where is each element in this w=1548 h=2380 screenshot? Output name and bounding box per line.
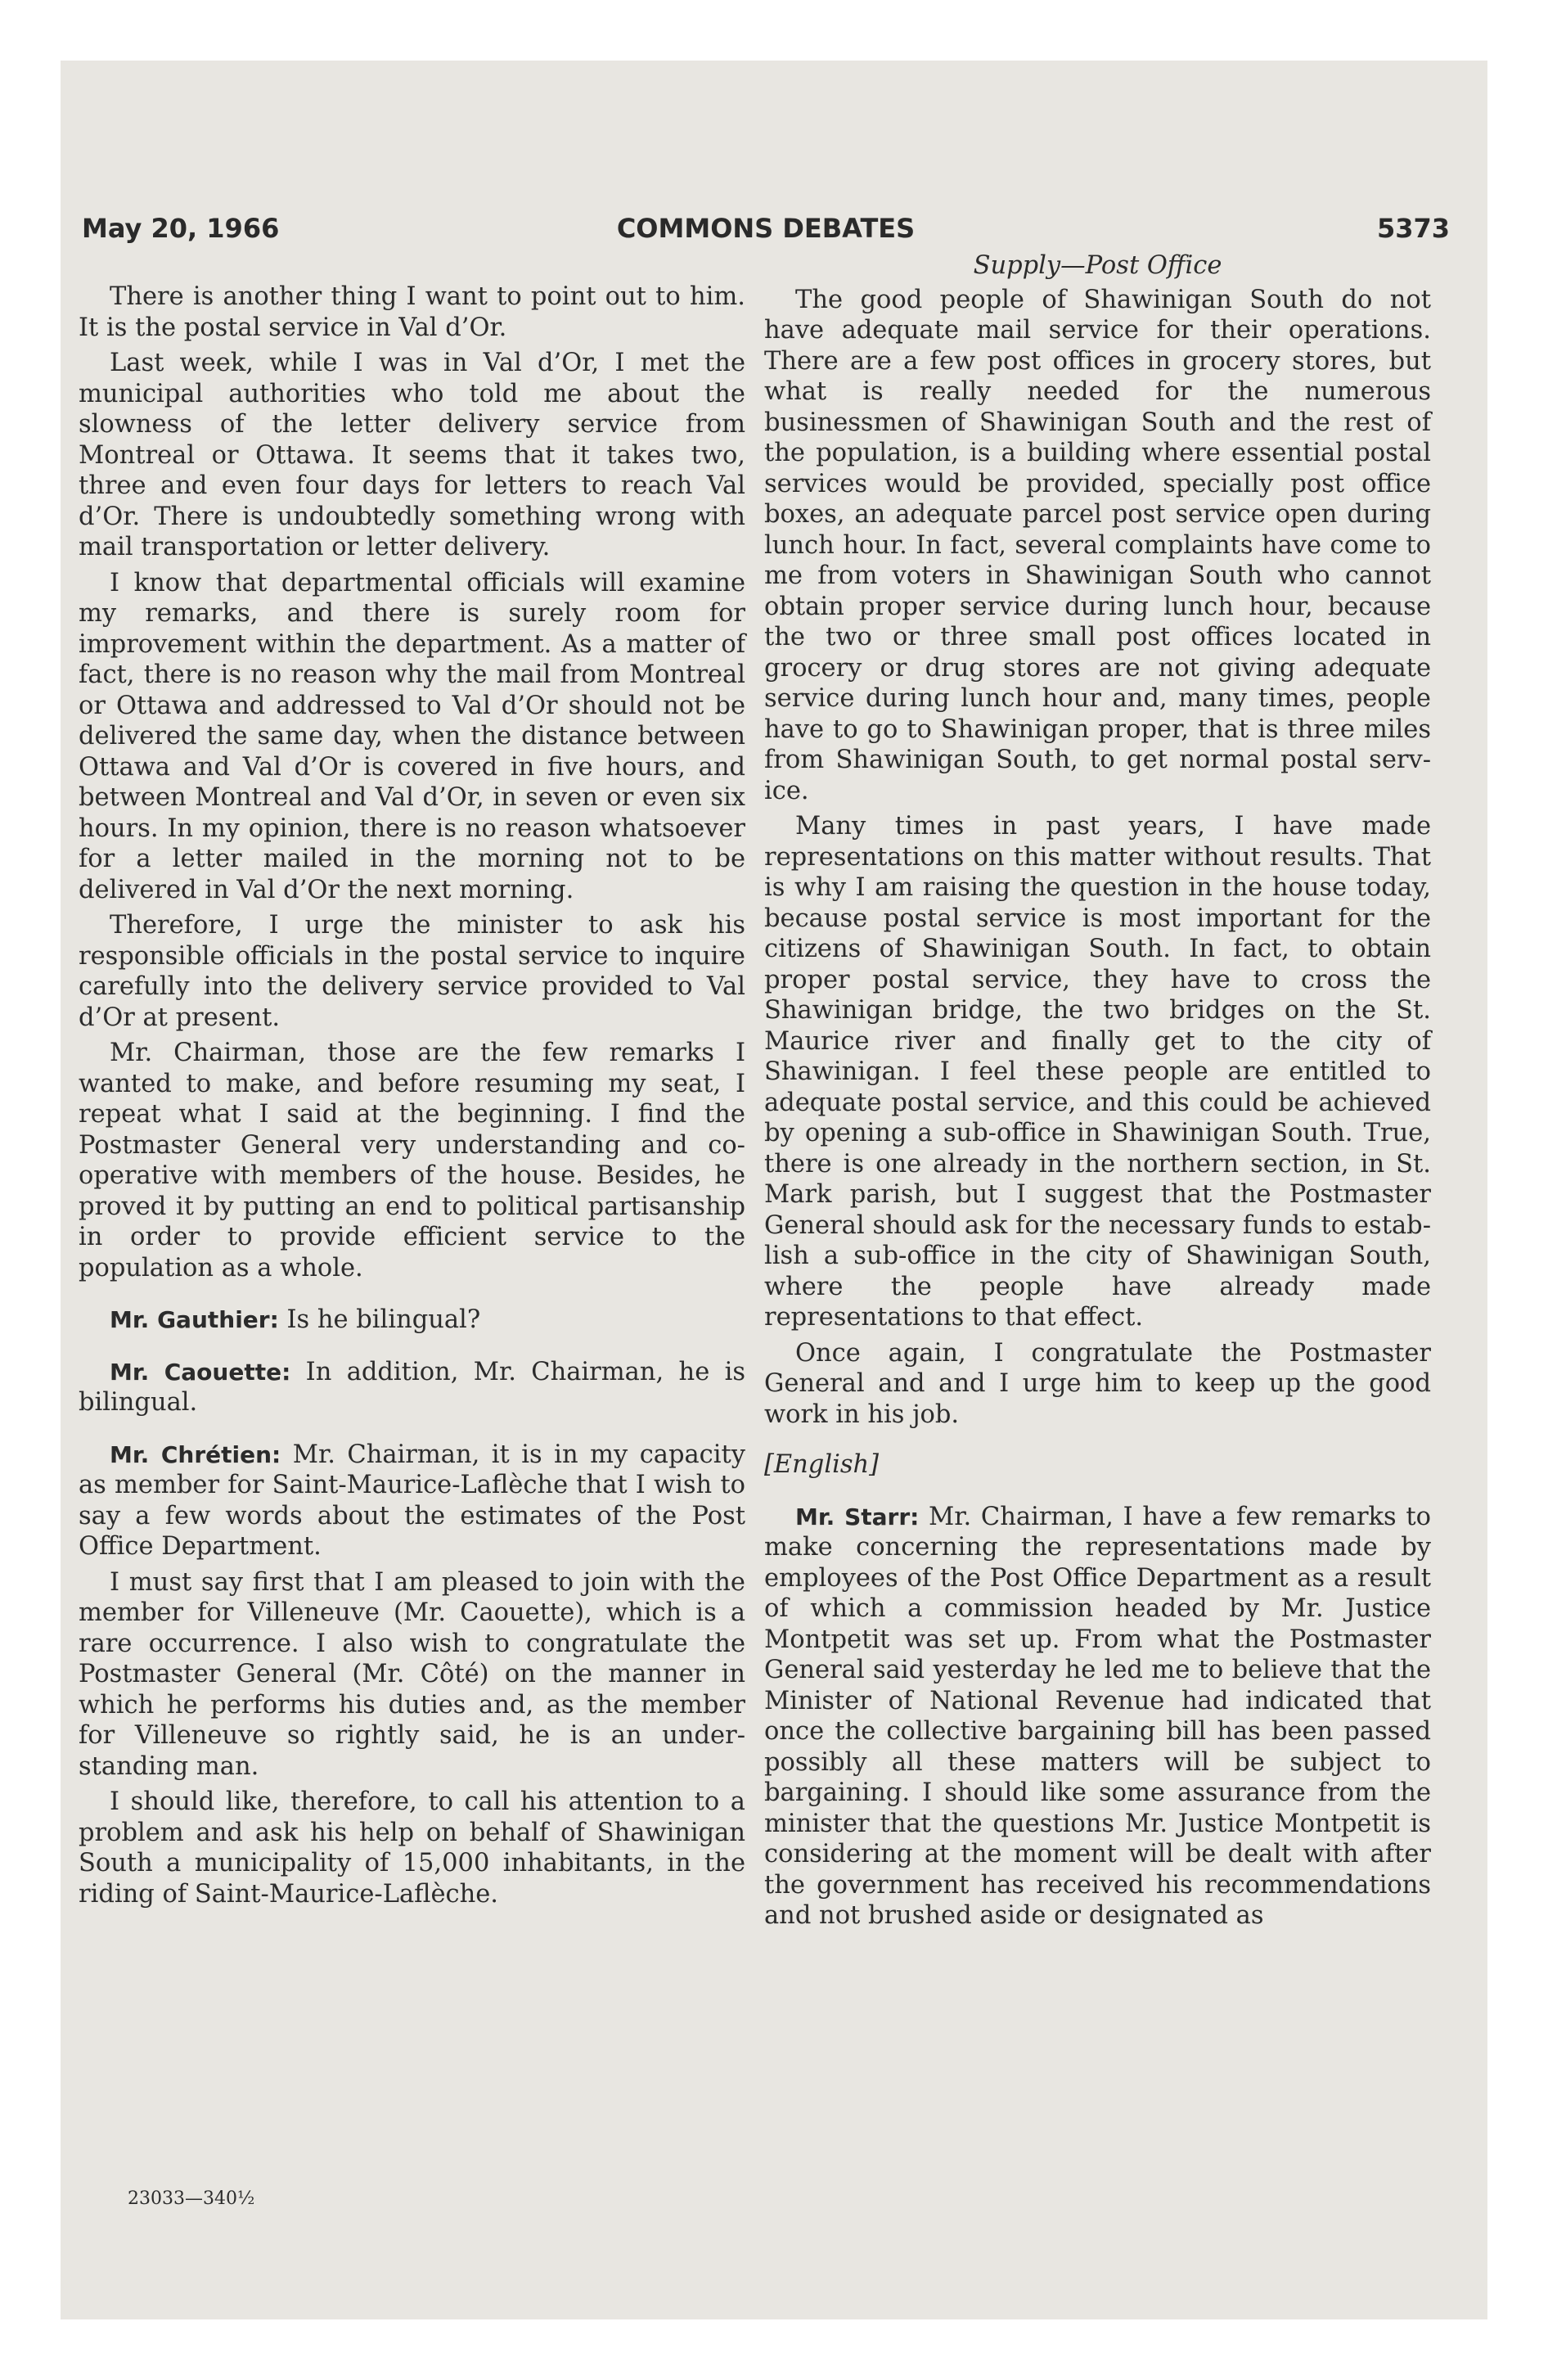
footer-print-code: 23033—340½ [128, 2188, 255, 2209]
header-date: May 20, 1966 [82, 213, 280, 244]
right-column [764, 250, 1431, 1936]
paragraph: Last week, while I was in Val d’Or, I met the municipal authorities who told me about the slowness of the letter delivery service from Montreal or Ottawa. It seems that it takes two, three and even four days for letters to reach Val d’Or. There is undoubtedly something wrong with mail transportation or letter delivery. [79, 349, 745, 561]
paragraph: Therefore, I urge the minister to ask his responsible officials in the postal service to inquire carefully into the delivery service provided to Val d’Or at present. [79, 911, 745, 1032]
running-title: Supply—Post Office [973, 251, 1222, 280]
left-column [79, 282, 745, 1914]
paragraph: There is another thing I want to point out to him. It is the postal service in Val d’Or. [79, 282, 745, 342]
paragraph: Once again, I congratulate the Postmaster General and and I urge him to keep up the good work in his job. [764, 1338, 1431, 1429]
language-note: [English] [764, 1450, 880, 1479]
paragraph: I know that departmental officials will examine my remarks, and there is surely room for improvement within the department. As a matter of fact, there is no reason why the mail from Montreal or Ottawa and addressed to Val d’Or should not be delivered the same day, when the distance between Ottawa and Val d’Or is covered in five hours, and between Montreal and Val d’Or, in seven or even six hours. In my opinion, there is no reason whatsoever for a letter mailed in the morning not to be delivered in Val d’Or the next morning. [79, 568, 745, 904]
speech-caouette [79, 1357, 745, 1418]
page-sheet [61, 61, 1487, 2319]
speaker-name: Mr. Caouette: [110, 1358, 291, 1386]
page-header [82, 213, 1450, 254]
speech-chretien [79, 1440, 745, 1562]
header-page-number: 5373 [1376, 213, 1450, 244]
speech-text: In addition, Mr. Chairman, he is bilingual. [79, 1357, 746, 1417]
paragraph: Mr. Chairman, those are the few remarks I wanted to make, and before resuming my seat, I repeat what I said at the beginning. I find the Postmaster General very understanding and co-operative with members of the house. Besides, he proved it by putting an end to political partisanship in order to provide efficient service to the population as a whole. [79, 1039, 745, 1282]
speaker-name: Mr. Chrétien: [110, 1440, 281, 1468]
speech-text: Is he bilingual? [278, 1305, 481, 1334]
speaker-name: Mr. Gauthier: [110, 1306, 279, 1333]
speaker-name: Mr. Starr: [795, 1503, 920, 1530]
paragraph: I must say first that I am pleased to join with the member for Villeneuve (Mr. Caouette), which is a rare occurrence. I also wish to congratulate the Postmaster General (Mr. Côté) on the manner in which he performs his duties and, as the member for Villeneuve so rightly said, he is an understanding man. [79, 1567, 745, 1781]
paragraph: Many times in past years, I have made representations on this matter without results. That is why I am raising the question in the house today, because postal service is most important for the citizens of Shawinigan South. In fact, to obtain proper postal service, they have to cross the Shawinigan bridge, the two bridges on the St. Maurice river and finally get to the city of Shawinigan. I feel these people are entitled to adequate postal service, and this could be achieved by opening a sub-office in Shawinigan South. True, there is one already in the northern section, in St. Mark parish, but I suggest that the Postmaster General should ask for the necessary funds to establish a sub-office in the city of Shawinigan South, where the people have already made representations to that effect. [764, 812, 1431, 1332]
header-title: COMMONS DEBATES [616, 213, 916, 244]
speech-text: Mr. Chairman, it is in my capacity as member for Saint-Maurice-Laflèche that I wish to say a few words about the estimates of the Post Office Department. [79, 1440, 745, 1561]
speech-text: Mr. Chairman, I have a few remarks to make concerning the representations made by employees of the Post Office Department as a result of which a commission headed by Mr. Justice Montpetit was set up. From what the Postmaster General said yesterday he led me to believe that the Minister of National Revenue had indicated that once the collective bargaining bill has been passed possibly all these matters will be subject to bargaining. I should like some assurance from the minister that the questions Mr. Justice Montpetit is considering at the moment will be dealt with after the government has received his recommendations and not brushed aside or designated as [764, 1502, 1431, 1930]
speech-gauthier [79, 1305, 745, 1336]
speech-starr [764, 1502, 1431, 1931]
paragraph: The good people of Shawinigan South do not have adequate mail service for their operations. There are a few post offices in grocery stores, but what is really needed for the numerous businessmen of Shawinigan South and the rest of the population, is a building where essential postal services would be provided, specially post office boxes, an adequate parcel post service open during lunch hour. In fact, several complaints have come to me from voters in Shawinigan South who cannot obtain proper service during lunch hour, because the two or three small post offices located in grocery or drug stores are not giving adequate service during lunch hour and, many times, people have to go to Shawinigan proper, that is three miles from Shawinigan South, to get normal postal service. [764, 285, 1431, 805]
paragraph: I should like, therefore, to call his attention to a problem and ask his help on behalf of Shawinigan South a municipality of 15,000 inhabitants, in the riding of Saint-Maurice-Laflèche. [79, 1787, 745, 1909]
